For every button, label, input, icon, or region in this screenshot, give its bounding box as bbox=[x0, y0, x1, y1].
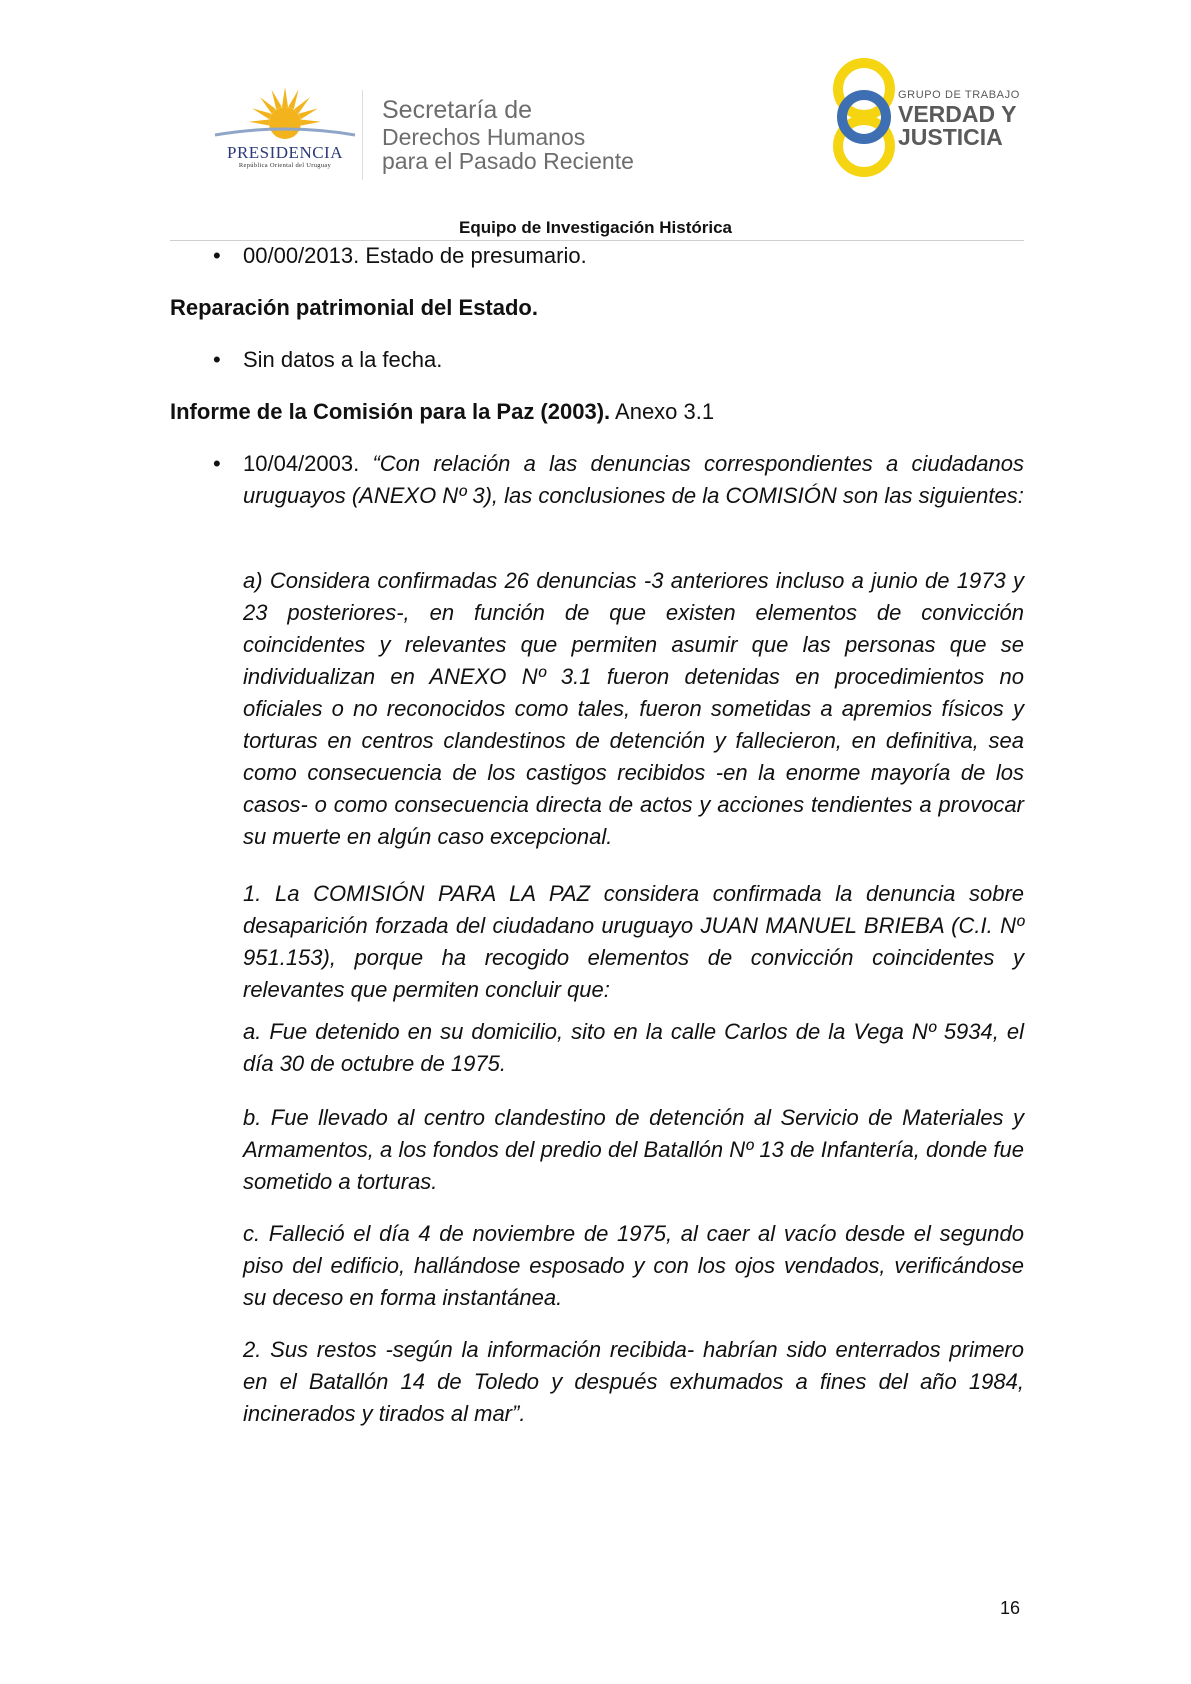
bullet-2: • bbox=[213, 347, 221, 372]
secretaria-line3: para el Pasado Reciente bbox=[382, 148, 634, 174]
para-c: c. Falleció el día 4 de noviembre de 1975, al caer al vacío desde el segundo piso del edificio, hallándose esposado y con los ojos vendados, verificándose su deceso en forma instantánea. bbox=[243, 1221, 1024, 1310]
item-informe-quote: “Con relación a las denuncias correspondientes a ciudadanos uruguayos (ANEXO Nº 3), las conclusiones de la COMISIÓN son las siguientes: bbox=[243, 451, 1024, 508]
item-sin-datos: Sin datos a la fecha. bbox=[243, 347, 443, 372]
bullet-1: • bbox=[213, 243, 221, 268]
equipo-title: Equipo de Investigación Histórica bbox=[459, 218, 732, 237]
presidencia-sublabel: República Oriental del Uruguay bbox=[238, 162, 332, 169]
heading-informe-bold: Informe de la Comisión para la Paz (2003). bbox=[170, 399, 611, 424]
item-presumario: 00/00/2013. Estado de presumario. bbox=[243, 243, 587, 268]
para-a: a) Considera confirmadas 26 denuncias -3 anteriores incluso a junio de 1973 y 23 posteriores-, en función de que existen elementos de convicción coincidentes y relevantes que permiten asumir que las personas que se individualizan en ANEXO Nº 3.1 fueron detenidas en procedimientos no oficiales o no reconocidos como tales, fueron sometidas a apremios físicos y torturas en centros clandestinos de detención y fallecieron, en definitiva, sea como consecuencia de los castigos recibidos -en la enorme mayoría de los casos- o como consecuencia directa de actos y acciones tendientes a provocar su muerte en algún caso excepcional. bbox=[243, 568, 1024, 849]
bullet-3: • bbox=[213, 451, 221, 476]
presidencia-label: PRESIDENCIA bbox=[226, 143, 343, 162]
secretaria-line2: Derechos Humanos bbox=[382, 124, 586, 150]
heading-informe bbox=[170, 396, 714, 428]
grupo-label: GRUPO DE TRABAJO bbox=[898, 89, 1020, 101]
header-divider bbox=[362, 90, 363, 180]
justicia-label: JUSTICIA bbox=[898, 124, 1003, 150]
secretaria-line1: Secretaría de bbox=[382, 96, 533, 124]
para-1: 1. La COMISIÓN PARA LA PAZ considera confirmada la denuncia sobre desaparición forzada del ciudadano uruguayo JUAN MANUEL BRIEBA (C.I. Nº 951.153), porque ha recogido elementos de convicción coincidentes y relevantes que permiten concluir que: bbox=[243, 881, 1024, 1002]
verdad-label: VERDAD Y bbox=[898, 101, 1017, 127]
page-number: 16 bbox=[1000, 1598, 1021, 1618]
para-b: b. Fue llevado al centro clandestino de detención al Servicio de Materiales y Armamentos, a los fondos del predio del Batallón Nº 13 de Infantería, donde fue sometido a torturas. bbox=[243, 1105, 1024, 1194]
para-a2: a. Fue detenido en su domicilio, sito en la calle Carlos de la Vega Nº 5934, el día 30 de octubre de 1975. bbox=[243, 1019, 1024, 1076]
page-header bbox=[0, 0, 1191, 237]
heading-informe-suffix: Anexo 3.1 bbox=[610, 399, 715, 424]
verdad-justicia-rings-logo bbox=[818, 55, 910, 180]
item-informe-date: 10/04/2003. bbox=[243, 451, 373, 476]
para-2: 2. Sus restos -según la información recibida- habrían sido enterrados primero en el Batallón 14 de Toledo y después exhumados a fines del año 1984, incinerados y tirados al mar”. bbox=[243, 1337, 1024, 1426]
heading-reparacion: Reparación patrimonial del Estado. bbox=[170, 295, 538, 320]
item-informe bbox=[243, 448, 1024, 512]
